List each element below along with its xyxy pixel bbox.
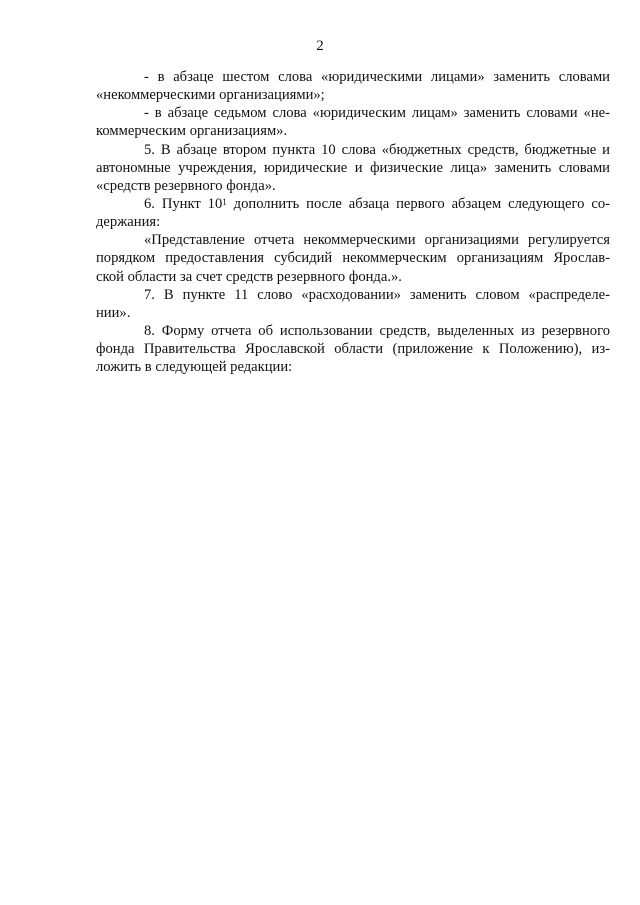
text-line: коммерческим организациям». xyxy=(96,123,288,140)
paragraph-item-7 xyxy=(96,286,610,322)
text-line: фонда Правительства Ярославской области (приложение к Положению), из- xyxy=(96,341,610,358)
text-line: ложить в следующей редакции: xyxy=(96,359,293,376)
text-line: - в абзаце шестом слова «юридическими лицами» заменить словами xyxy=(144,69,610,85)
text-line: 8. Форму отчета об использовании средств, выделенных из резервного xyxy=(144,322,610,339)
text-line: 5. В абзаце втором пункта 10 слова «бюджетных средств, бюджетные и xyxy=(144,141,610,158)
paragraph-abzac-6 xyxy=(96,68,610,104)
text-line: автономные учреждения, юридические и физические лица» заменить словами xyxy=(96,159,610,176)
paragraph-item-6 xyxy=(96,195,610,231)
text-line xyxy=(96,195,610,213)
paragraph-abzac-7 xyxy=(96,104,610,140)
paragraph-item-5 xyxy=(96,141,610,195)
paragraph-item-8 xyxy=(96,322,610,376)
text-line: «некоммерческими организациями»; xyxy=(96,87,325,104)
page-number: 2 xyxy=(316,38,324,54)
text-line: порядком предоставления субсидий некоммерческим организациям Ярослав- xyxy=(96,250,610,267)
text-line: нии». xyxy=(96,304,131,321)
text-line: ской области за счет средств резервного фонда.». xyxy=(96,268,402,285)
text-line: «Представление отчета некоммерческими организациями регулируется xyxy=(144,232,610,249)
text-line: держания: xyxy=(96,214,161,231)
text-line: 7. В пункте 11 слово «расходовании» заменить словом «распределе- xyxy=(144,286,610,303)
paragraph-quote xyxy=(96,231,610,285)
document-body xyxy=(96,68,610,376)
text-fragment: 6. Пункт $10^1$ xyxy=(144,195,227,212)
text-line: - в абзаце седьмом слова «юридическим лицам» заменить словами «не- xyxy=(144,105,610,122)
text-fragment: дополнить после абзаца первого абзацем следующего со- xyxy=(233,195,610,212)
text-line: «средств резервного фонда». xyxy=(96,177,276,194)
superscript-index: 1 xyxy=(222,196,227,207)
